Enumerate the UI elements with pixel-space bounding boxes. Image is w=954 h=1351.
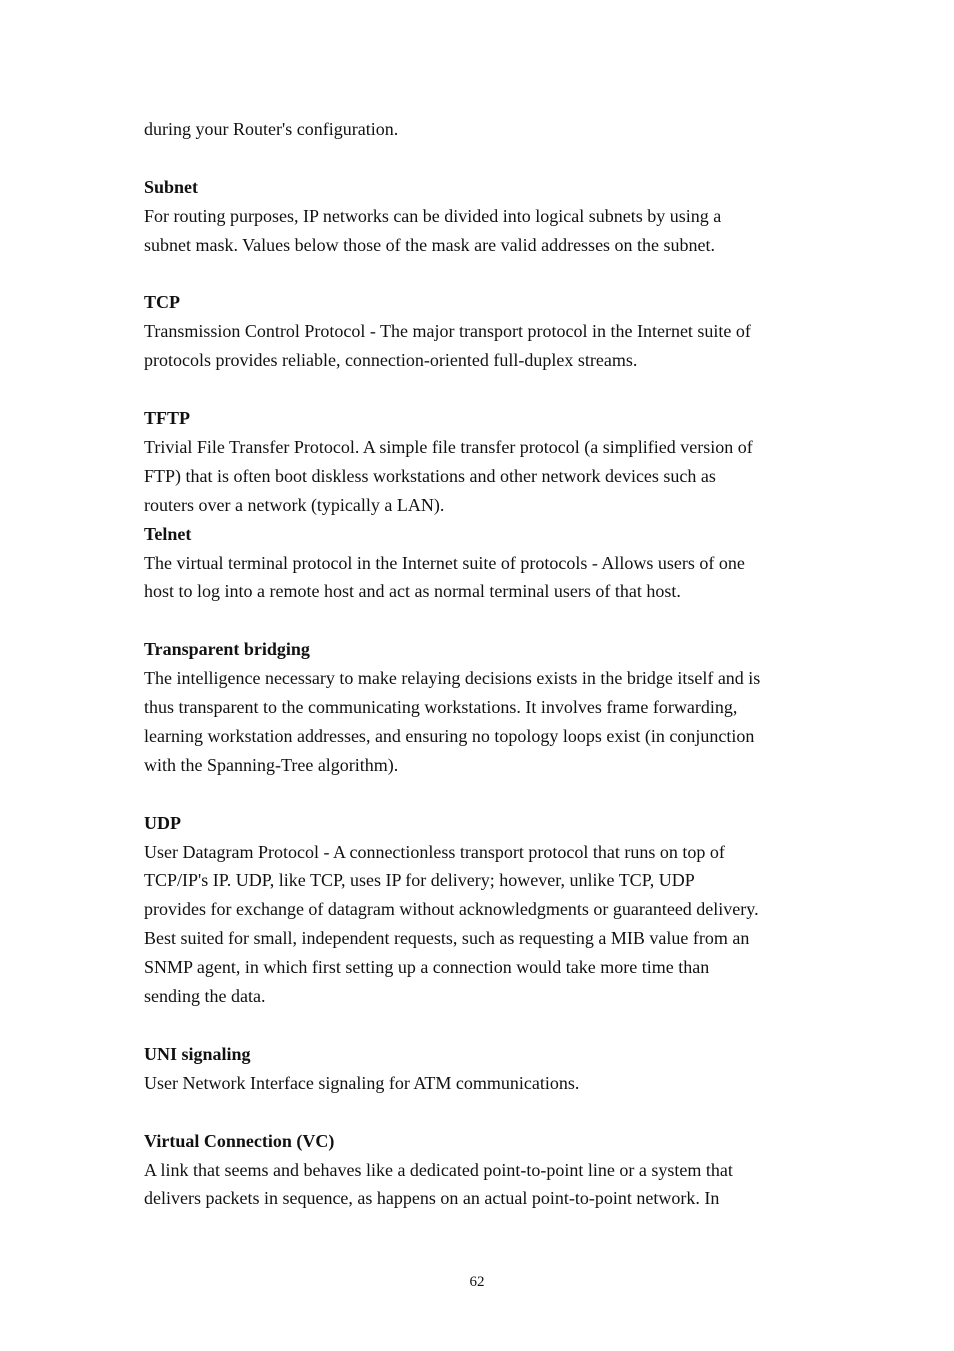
intro-line: during your Router's configuration. bbox=[144, 119, 399, 139]
definition-line: Best suited for small, independent requests, such as requesting a MIB value from an bbox=[144, 928, 750, 949]
term-tcp: TCP bbox=[144, 292, 180, 313]
paragraph-gap bbox=[144, 375, 814, 404]
document-page bbox=[144, 115, 814, 1213]
term-subnet: Subnet bbox=[144, 176, 199, 197]
page-number: 62 bbox=[469, 1274, 485, 1290]
definition-line: The intelligence necessary to make relaying decisions exists in the bridge itself and is bbox=[144, 668, 761, 689]
definition-line: For routing purposes, IP networks can be divided into logical subnets by using a bbox=[144, 205, 722, 226]
definition-line: The virtual terminal protocol in the Internet suite of protocols - Allows users of one bbox=[144, 552, 745, 573]
definition-line: with the Spanning-Tree algorithm). bbox=[144, 754, 399, 775]
term-tftp: TFTP bbox=[144, 408, 191, 429]
paragraph-gap bbox=[144, 260, 814, 289]
term-udp: UDP bbox=[144, 812, 181, 833]
definition-line: Trivial File Transfer Protocol. A simple file transfer protocol (a simplified version of bbox=[144, 436, 753, 457]
definition-line: subnet mask. Values below those of the mask are valid addresses on the subnet. bbox=[144, 234, 716, 255]
definition-line: User Datagram Protocol - A connectionless transport protocol that runs on top of bbox=[144, 841, 725, 862]
paragraph-gap bbox=[144, 1098, 814, 1127]
term-transparent-bridging: Transparent bridging bbox=[144, 639, 310, 660]
definition-line: routers over a network (typically a LAN). bbox=[144, 494, 445, 515]
paragraph-gap bbox=[144, 780, 814, 809]
definition-line: A link that seems and behaves like a dedicated point-to-point line or a system that bbox=[144, 1159, 733, 1180]
paragraph-gap bbox=[144, 606, 814, 635]
definition-line: host to log into a remote host and act as normal terminal users of that host. bbox=[144, 581, 681, 602]
definition-line: TCP/IP's IP. UDP, like TCP, uses IP for delivery; however, unlike TCP, UDP bbox=[144, 870, 695, 891]
term-uni-signaling: UNI signaling bbox=[144, 1043, 251, 1064]
definition-line: thus transparent to the communicating workstations. It involves frame forwarding, bbox=[144, 697, 738, 718]
definition-line: sending the data. bbox=[144, 986, 266, 1007]
definition-line: User Network Interface signaling for ATM communications. bbox=[144, 1072, 580, 1093]
definition-line: SNMP agent, in which first setting up a connection would take more time than bbox=[144, 957, 710, 978]
term-virtual-connection: Virtual Connection (VC) bbox=[144, 1130, 335, 1151]
definition-line: protocols provides reliable, connection-oriented full-duplex streams. bbox=[144, 350, 638, 371]
definition-line: delivers packets in sequence, as happens on an actual point-to-point network. In bbox=[144, 1188, 720, 1209]
definition-line: learning workstation addresses, and ensuring no topology loops exist (in conjunction bbox=[144, 725, 755, 746]
paragraph-gap bbox=[144, 1011, 814, 1040]
definition-line: provides for exchange of datagram without acknowledgments or guaranteed delivery. bbox=[144, 899, 759, 920]
definition-line: Transmission Control Protocol - The major transport protocol in the Internet suite of bbox=[144, 321, 751, 342]
paragraph-gap bbox=[144, 144, 814, 173]
term-telnet: Telnet bbox=[144, 523, 192, 544]
definition-line: FTP) that is often boot diskless workstations and other network devices such as bbox=[144, 465, 716, 486]
